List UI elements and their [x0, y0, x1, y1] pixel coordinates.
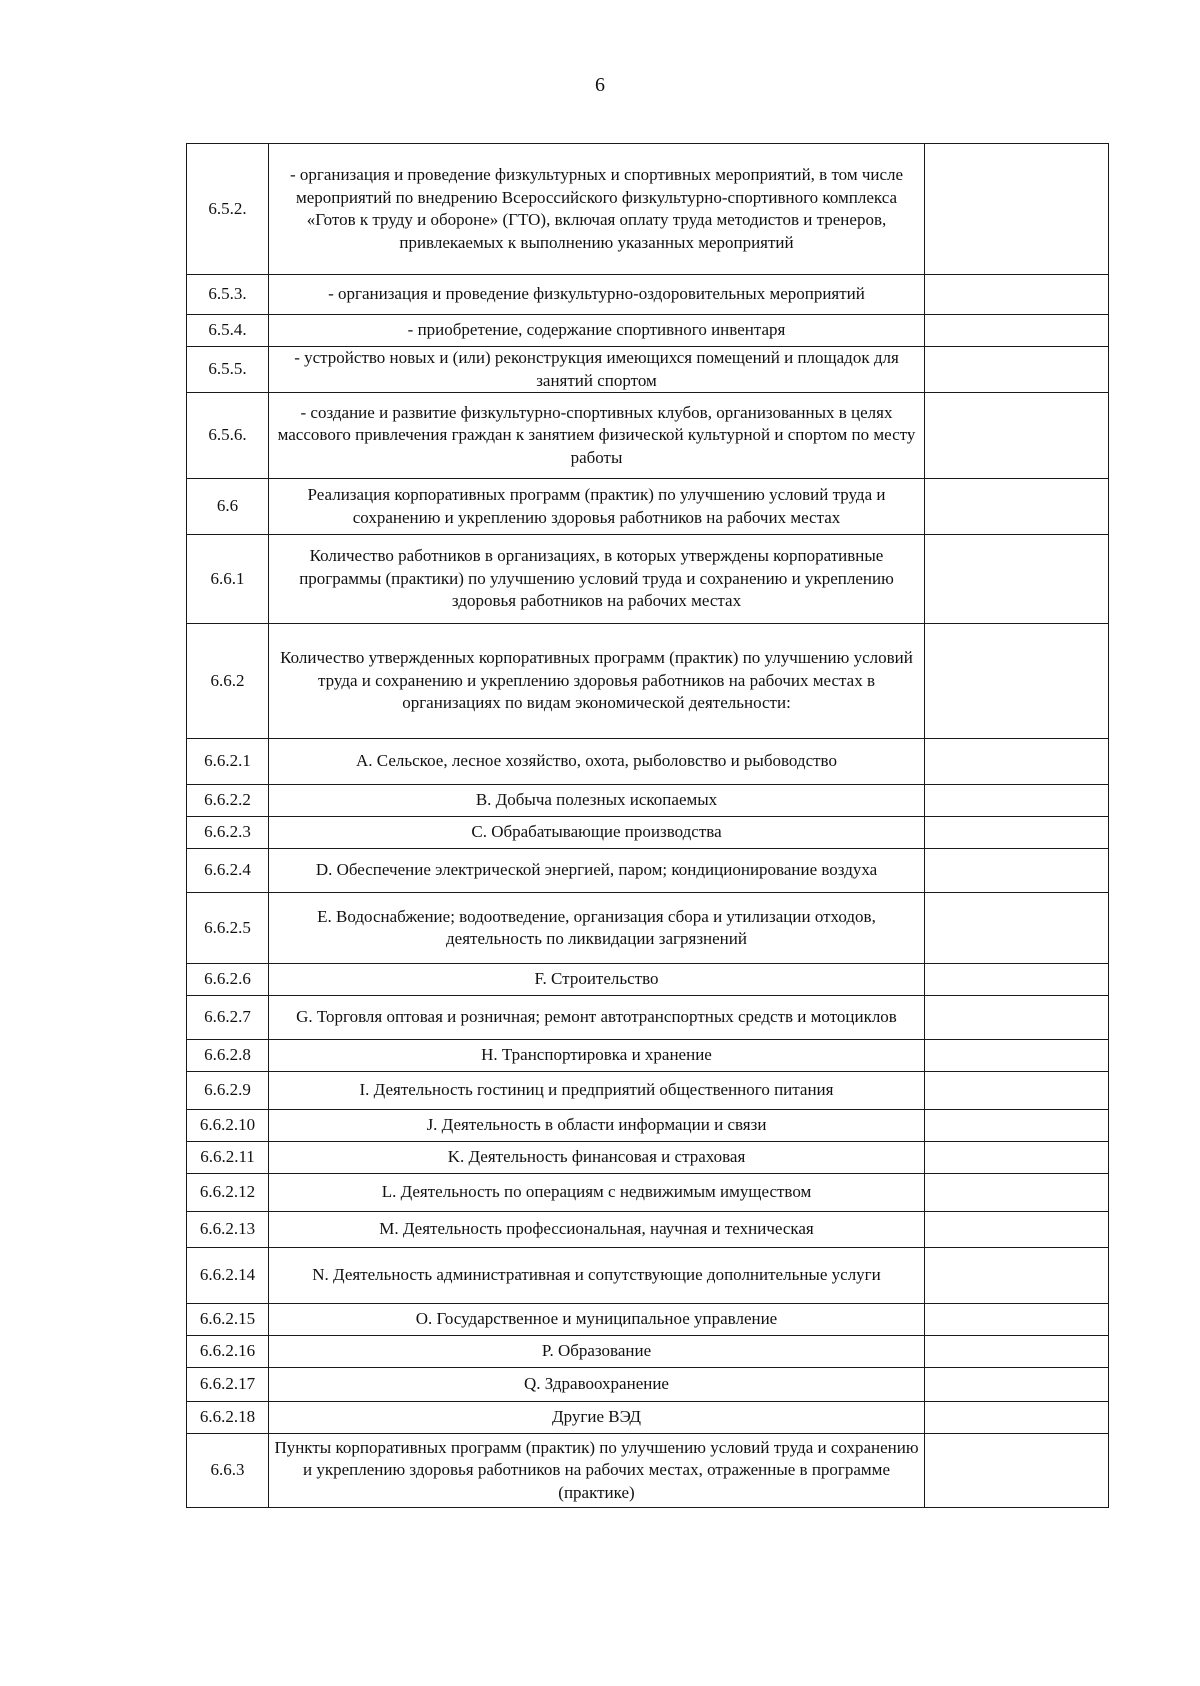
indicator-table — [186, 143, 1109, 1508]
row-description: Количество работников в организациях, в которых утверждены корпоративные программы (практики) по улучшению условий труда и сохранению и укреплению здоровья работников на рабочих местах — [269, 535, 925, 624]
table-row — [187, 347, 1109, 393]
table-row — [187, 1174, 1109, 1212]
row-description: J. Деятельность в области информации и связи — [269, 1110, 925, 1142]
row-code: 6.6.2 — [187, 624, 269, 739]
row-description: Другие ВЭД — [269, 1402, 925, 1434]
row-code: 6.6.2.6 — [187, 964, 269, 996]
row-value — [925, 144, 1109, 275]
row-value — [925, 1434, 1109, 1508]
row-value — [925, 849, 1109, 893]
table-row — [187, 849, 1109, 893]
table-row — [187, 964, 1109, 996]
row-code: 6.6.2.3 — [187, 817, 269, 849]
row-code: 6.6.2.5 — [187, 893, 269, 964]
row-value — [925, 1072, 1109, 1110]
row-value — [925, 785, 1109, 817]
table-row — [187, 1368, 1109, 1402]
row-code: 6.6.2.7 — [187, 996, 269, 1040]
row-description: Количество утвержденных корпоративных программ (практик) по улучшению условий труда и сохранению и укреплению здоровья работников на рабочих местах в организациях по видам экономической деятельности: — [269, 624, 925, 739]
row-code: 6.6.2.14 — [187, 1248, 269, 1304]
row-description: - устройство новых и (или) реконструкция имеющихся помещений и площадок для занятий спортом — [269, 347, 925, 393]
table-row — [187, 739, 1109, 785]
table-row — [187, 817, 1109, 849]
row-description: C. Обрабатывающие производства — [269, 817, 925, 849]
table-row — [187, 1110, 1109, 1142]
row-description: E. Водоснабжение; водоотведение, организация сбора и утилизации отходов, деятельность по ликвидации загрязнений — [269, 893, 925, 964]
page-number: 6 — [595, 74, 605, 96]
row-code: 6.6.2.13 — [187, 1212, 269, 1248]
table-row — [187, 275, 1109, 315]
row-description: Реализация корпоративных программ (практик) по улучшению условий труда и сохранению и укреплению здоровья работников на рабочих местах — [269, 479, 925, 535]
table-row — [187, 315, 1109, 347]
row-value — [925, 1040, 1109, 1072]
row-value — [925, 817, 1109, 849]
row-description: F. Строительство — [269, 964, 925, 996]
row-value — [925, 1336, 1109, 1368]
row-code: 6.6.2.10 — [187, 1110, 269, 1142]
row-code: 6.6.3 — [187, 1434, 269, 1508]
table-row — [187, 996, 1109, 1040]
row-description: L. Деятельность по операциям с недвижимым имуществом — [269, 1174, 925, 1212]
row-code: 6.6.2.11 — [187, 1142, 269, 1174]
row-value — [925, 893, 1109, 964]
row-value — [925, 535, 1109, 624]
row-description: M. Деятельность профессиональная, научная и техническая — [269, 1212, 925, 1248]
row-description: - приобретение, содержание спортивного инвентаря — [269, 315, 925, 347]
table-row — [187, 144, 1109, 275]
row-description: D. Обеспечение электрической энергией, паром; кондиционирование воздуха — [269, 849, 925, 893]
table-row — [187, 1434, 1109, 1508]
row-description: I. Деятельность гостиниц и предприятий общественного питания — [269, 1072, 925, 1110]
row-code: 6.5.5. — [187, 347, 269, 393]
row-description: Пункты корпоративных программ (практик) по улучшению условий труда и сохранению и укреплению здоровья работников на рабочих местах, отраженные в программе (практике) — [269, 1434, 925, 1508]
row-value — [925, 964, 1109, 996]
indicator-table-body — [187, 144, 1109, 1508]
row-code: 6.6.2.15 — [187, 1304, 269, 1336]
row-value — [925, 1304, 1109, 1336]
row-code: 6.6.2.17 — [187, 1368, 269, 1402]
row-value — [925, 275, 1109, 315]
row-description: Q. Здравоохранение — [269, 1368, 925, 1402]
table-row — [187, 1072, 1109, 1110]
row-value — [925, 996, 1109, 1040]
row-code: 6.6.2.9 — [187, 1072, 269, 1110]
row-code: 6.5.3. — [187, 275, 269, 315]
row-description: - создание и развитие физкультурно-спортивных клубов, организованных в целях массового привлечения граждан к занятием физической культурной и спортом по месту работы — [269, 393, 925, 479]
table-row — [187, 1212, 1109, 1248]
row-value — [925, 479, 1109, 535]
row-code: 6.6 — [187, 479, 269, 535]
row-description: - организация и проведение физкультурно-оздоровительных мероприятий — [269, 275, 925, 315]
row-code: 6.6.2.12 — [187, 1174, 269, 1212]
row-value — [925, 1110, 1109, 1142]
row-description: B. Добыча полезных ископаемых — [269, 785, 925, 817]
row-value — [925, 624, 1109, 739]
row-description: O. Государственное и муниципальное управление — [269, 1304, 925, 1336]
row-value — [925, 1142, 1109, 1174]
table-row — [187, 1304, 1109, 1336]
table-row — [187, 785, 1109, 817]
table-row — [187, 479, 1109, 535]
row-code: 6.5.6. — [187, 393, 269, 479]
row-value — [925, 1212, 1109, 1248]
row-code: 6.6.1 — [187, 535, 269, 624]
row-description: A. Сельское, лесное хозяйство, охота, рыболовство и рыбоводство — [269, 739, 925, 785]
row-code: 6.6.2.4 — [187, 849, 269, 893]
row-value — [925, 315, 1109, 347]
row-code: 6.6.2.8 — [187, 1040, 269, 1072]
row-code: 6.6.2.18 — [187, 1402, 269, 1434]
row-value — [925, 393, 1109, 479]
table-row — [187, 1142, 1109, 1174]
row-code: 6.5.4. — [187, 315, 269, 347]
row-value — [925, 1174, 1109, 1212]
table-row — [187, 893, 1109, 964]
row-code: 6.6.2.16 — [187, 1336, 269, 1368]
row-description: - организация и проведение физкультурных и спортивных мероприятий, в том числе мероприятий по внедрению Всероссийского физкультурно-спортивного комплекса «Готов к труду и обороне» (ГТО), включая оплату труда методистов и тренеров, привлекаемых к выполнению указанных мероприятий — [269, 144, 925, 275]
table-row — [187, 1040, 1109, 1072]
row-description: G. Торговля оптовая и розничная; ремонт автотранспортных средств и мотоциклов — [269, 996, 925, 1040]
row-value — [925, 1368, 1109, 1402]
row-code: 6.5.2. — [187, 144, 269, 275]
row-description: H. Транспортировка и хранение — [269, 1040, 925, 1072]
row-code: 6.6.2.1 — [187, 739, 269, 785]
row-value — [925, 347, 1109, 393]
row-value — [925, 1248, 1109, 1304]
table-row — [187, 1248, 1109, 1304]
row-code: 6.6.2.2 — [187, 785, 269, 817]
table-row — [187, 1336, 1109, 1368]
table-row — [187, 393, 1109, 479]
row-description: K. Деятельность финансовая и страховая — [269, 1142, 925, 1174]
table-row — [187, 624, 1109, 739]
row-description: P. Образование — [269, 1336, 925, 1368]
table-row — [187, 535, 1109, 624]
table-row — [187, 1402, 1109, 1434]
row-value — [925, 1402, 1109, 1434]
row-value — [925, 739, 1109, 785]
row-description: N. Деятельность административная и сопутствующие дополнительные услуги — [269, 1248, 925, 1304]
